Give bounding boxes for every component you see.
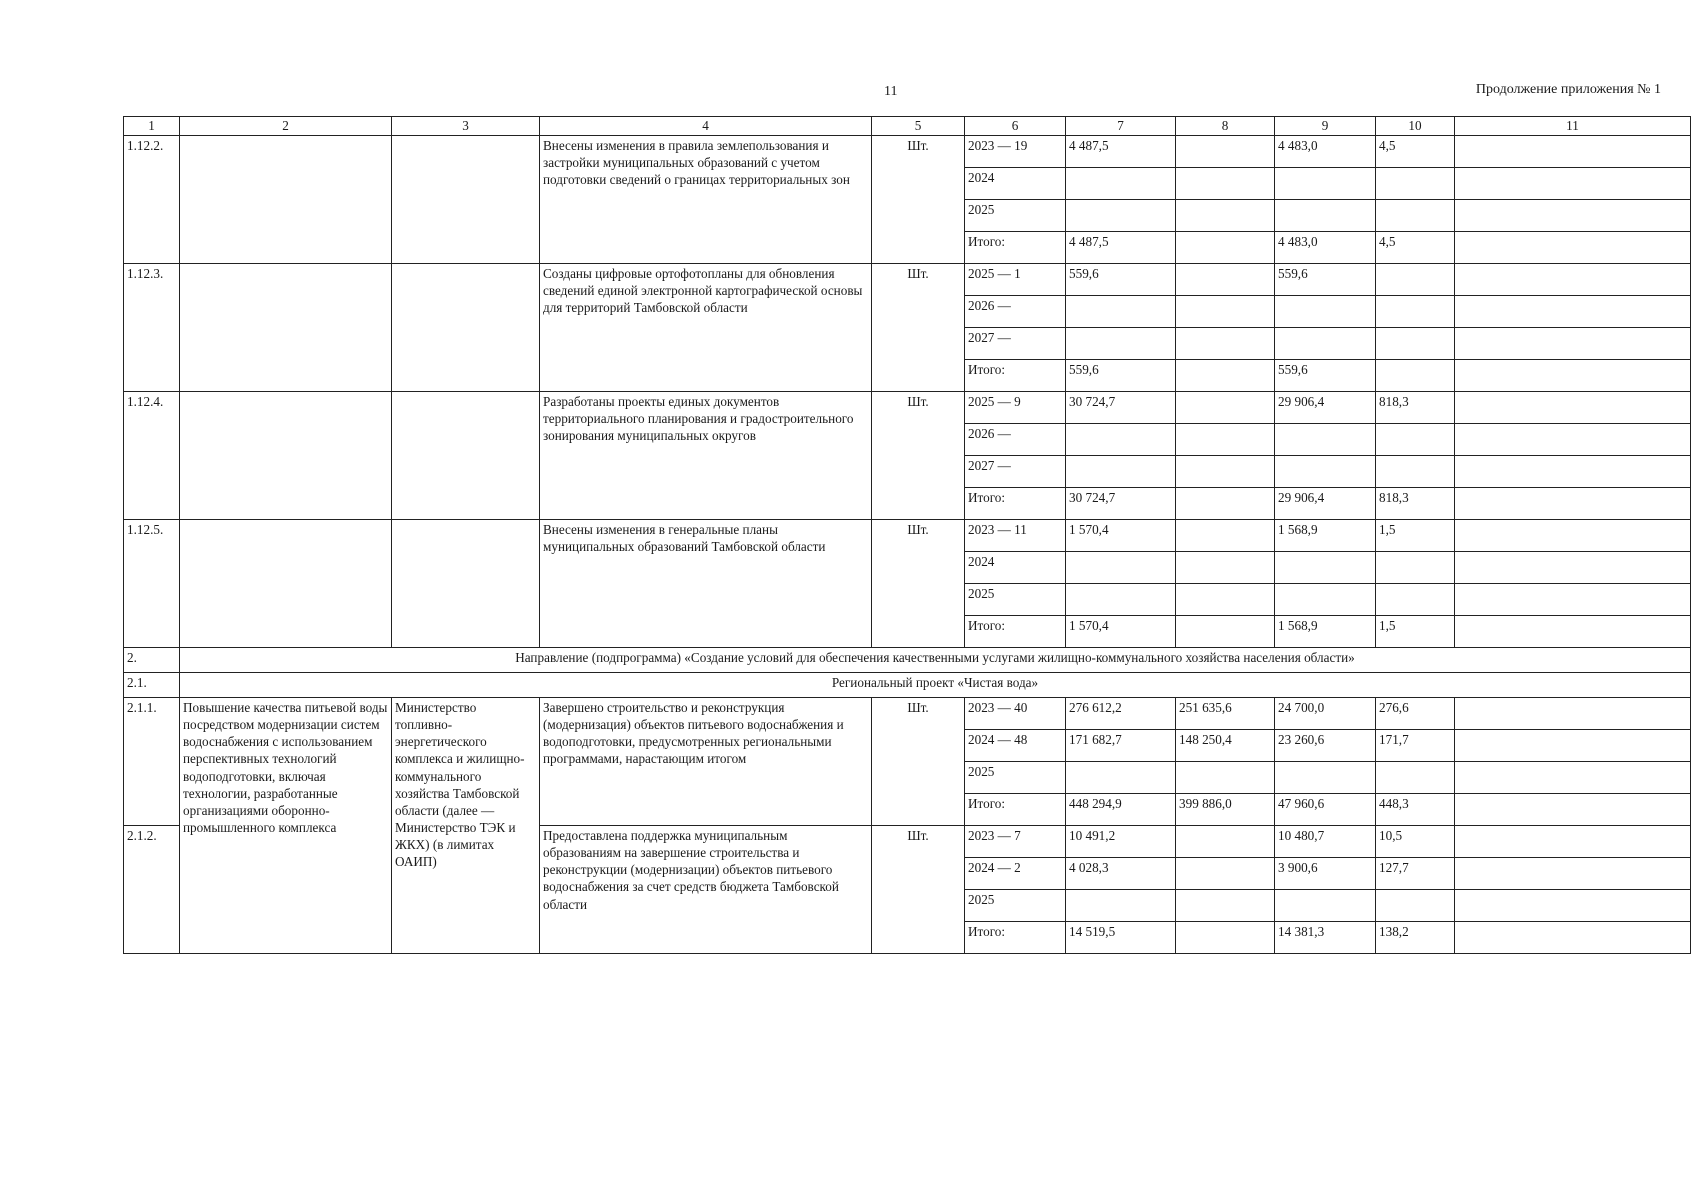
value-cell-c7: 10 491,2 [1066,826,1176,858]
value-cell-c10 [1376,762,1455,794]
value-cell-c11 [1455,698,1691,730]
value-cell-c9 [1275,296,1376,328]
column-header: 10 [1376,117,1455,136]
indicator-number: 2.1.1. [124,698,180,826]
year-cell: 2025 [965,200,1066,232]
value-cell-c9 [1275,552,1376,584]
project-number: 2.1. [124,673,180,698]
value-cell-c8 [1176,520,1275,552]
column-header: 4 [540,117,872,136]
year-cell: Итого: [965,616,1066,648]
year-cell: 2025 — 1 [965,264,1066,296]
value-cell-c10: 4,5 [1376,232,1455,264]
indicator-number: 1.12.5. [124,520,180,648]
value-cell-c10: 127,7 [1376,858,1455,890]
value-cell-c10: 276,6 [1376,698,1455,730]
year-cell: 2025 [965,584,1066,616]
unit-cell: Шт. [872,520,965,648]
indicator-number: 2.1.2. [124,826,180,954]
column-header: 1 [124,117,180,136]
value-cell-c7: 1 570,4 [1066,520,1176,552]
value-cell-c8 [1176,616,1275,648]
value-cell-c7 [1066,296,1176,328]
value-cell-c8 [1176,424,1275,456]
value-cell-c10 [1376,200,1455,232]
measure-cell: Повышение качества питьевой воды посредством модернизации систем водоснабжения с использованием перспективных технологий водоподготовки, включая технологии, разработанные организациями оборонно-промышленного комплекса [180,698,392,954]
year-cell: Итого: [965,232,1066,264]
year-cell: 2023 — 40 [965,698,1066,730]
year-cell: 2025 — 9 [965,392,1066,424]
value-cell-c10 [1376,890,1455,922]
unit-cell: Шт. [872,698,965,826]
value-cell-c11 [1455,424,1691,456]
value-cell-c10: 818,3 [1376,392,1455,424]
value-cell-c8 [1176,264,1275,296]
value-cell-c11 [1455,168,1691,200]
year-cell: 2027 — [965,328,1066,360]
value-cell-c9: 10 480,7 [1275,826,1376,858]
value-cell-c9: 3 900,6 [1275,858,1376,890]
value-cell-c10 [1376,328,1455,360]
value-cell-c11 [1455,552,1691,584]
indicator-text: Внесены изменения в правила землепользования и застройки муниципальных образований с учетом подготовки сведений о границах территориальных зон [540,136,872,264]
value-cell-c9 [1275,762,1376,794]
value-cell-c7: 1 570,4 [1066,616,1176,648]
value-cell-c11 [1455,616,1691,648]
value-cell-c9: 23 260,6 [1275,730,1376,762]
value-cell-c7: 30 724,7 [1066,392,1176,424]
column-header: 3 [392,117,540,136]
value-cell-c11 [1455,890,1691,922]
program-table [123,116,1691,954]
measure-cell [180,392,392,520]
table-row [124,698,1691,730]
value-cell-c11 [1455,264,1691,296]
value-cell-c7 [1066,552,1176,584]
year-cell: 2024 [965,552,1066,584]
value-cell-c8 [1176,360,1275,392]
value-cell-c7: 30 724,7 [1066,488,1176,520]
continuation-note: Продолжение приложения № 1 [1475,82,1661,97]
value-cell-c8 [1176,488,1275,520]
year-cell: 2023 — 7 [965,826,1066,858]
value-cell-c10 [1376,552,1455,584]
indicator-number: 1.12.3. [124,264,180,392]
value-cell-c9 [1275,328,1376,360]
year-cell: 2023 — 19 [965,136,1066,168]
value-cell-c8 [1176,584,1275,616]
indicator-text: Завершено строительство и реконструкция (модернизация) объектов питьевого водоснабжения и водоподготовки, предусмотренных региональными программами, нарастающим итогом [540,698,872,826]
value-cell-c7: 559,6 [1066,264,1176,296]
value-cell-c9: 29 906,4 [1275,392,1376,424]
value-cell-c8: 148 250,4 [1176,730,1275,762]
value-cell-c9 [1275,584,1376,616]
value-cell-c9: 1 568,9 [1275,616,1376,648]
unit-cell: Шт. [872,264,965,392]
value-cell-c10: 448,3 [1376,794,1455,826]
value-cell-c7: 14 519,5 [1066,922,1176,954]
year-cell: 2025 [965,762,1066,794]
value-cell-c9 [1275,890,1376,922]
value-cell-c8 [1176,296,1275,328]
section-row [124,648,1691,673]
table-row [124,264,1691,296]
column-header: 11 [1455,117,1691,136]
value-cell-c9: 24 700,0 [1275,698,1376,730]
section-title: Направление (подпрограмма) «Создание условий для обеспечения качественными услугами жилищно-коммунального хозяйства населения области» [180,648,1691,673]
indicator-text: Разработаны проекты единых документов территориального планирования и градостроительного зонирования муниципальных округов [540,392,872,520]
value-cell-c8 [1176,456,1275,488]
value-cell-c7 [1066,168,1176,200]
value-cell-c11 [1455,762,1691,794]
page-number: 11 [884,84,898,99]
table-row [124,520,1691,552]
value-cell-c11 [1455,456,1691,488]
indicator-number: 1.12.2. [124,136,180,264]
indicator-number: 1.12.4. [124,392,180,520]
value-cell-c7 [1066,328,1176,360]
value-cell-c8 [1176,826,1275,858]
column-header: 6 [965,117,1066,136]
value-cell-c11 [1455,488,1691,520]
indicator-text: Предоставлена поддержка муниципальным образованиям на завершение строительства и реконструкции (модернизации) объектов питьевого водоснабжения за счет средств бюджета Тамбовской области [540,826,872,954]
indicator-text: Созданы цифровые ортофотопланы для обновления сведений единой электронной картографической основы для территорий Тамбовской области [540,264,872,392]
value-cell-c9 [1275,200,1376,232]
value-cell-c8: 399 886,0 [1176,794,1275,826]
year-cell: 2026 — [965,296,1066,328]
executor-cell [392,392,540,520]
value-cell-c9: 14 381,3 [1275,922,1376,954]
indicator-text: Внесены изменения в генеральные планы муниципальных образований Тамбовской области [540,520,872,648]
value-cell-c10 [1376,360,1455,392]
value-cell-c11 [1455,136,1691,168]
year-cell: Итого: [965,922,1066,954]
value-cell-c8 [1176,168,1275,200]
value-cell-c10: 1,5 [1376,520,1455,552]
project-row [124,673,1691,698]
value-cell-c11 [1455,826,1691,858]
column-header: 8 [1176,117,1275,136]
value-cell-c8 [1176,552,1275,584]
value-cell-c11 [1455,200,1691,232]
value-cell-c9: 1 568,9 [1275,520,1376,552]
value-cell-c11 [1455,328,1691,360]
column-header: 9 [1275,117,1376,136]
unit-cell: Шт. [872,392,965,520]
value-cell-c7: 171 682,7 [1066,730,1176,762]
value-cell-c8: 251 635,6 [1176,698,1275,730]
table-row [124,392,1691,424]
year-cell: Итого: [965,360,1066,392]
measure-cell [180,264,392,392]
value-cell-c10 [1376,456,1455,488]
year-cell: 2024 — 48 [965,730,1066,762]
value-cell-c10: 818,3 [1376,488,1455,520]
column-header: 7 [1066,117,1176,136]
value-cell-c10: 4,5 [1376,136,1455,168]
value-cell-c11 [1455,858,1691,890]
value-cell-c11 [1455,794,1691,826]
value-cell-c8 [1176,922,1275,954]
value-cell-c10: 10,5 [1376,826,1455,858]
year-cell: 2023 — 11 [965,520,1066,552]
value-cell-c9 [1275,424,1376,456]
value-cell-c8 [1176,762,1275,794]
value-cell-c11 [1455,296,1691,328]
value-cell-c11 [1455,360,1691,392]
value-cell-c7 [1066,762,1176,794]
value-cell-c9: 29 906,4 [1275,488,1376,520]
value-cell-c7 [1066,890,1176,922]
section-number: 2. [124,648,180,673]
year-cell: Итого: [965,488,1066,520]
value-cell-c7: 276 612,2 [1066,698,1176,730]
value-cell-c8 [1176,890,1275,922]
value-cell-c11 [1455,392,1691,424]
value-cell-c9: 559,6 [1275,360,1376,392]
value-cell-c9 [1275,168,1376,200]
column-header: 5 [872,117,965,136]
value-cell-c7 [1066,584,1176,616]
unit-cell: Шт. [872,826,965,954]
value-cell-c8 [1176,200,1275,232]
column-number-row [124,117,1691,136]
executor-cell [392,264,540,392]
measure-cell [180,520,392,648]
value-cell-c11 [1455,922,1691,954]
value-cell-c7: 4 487,5 [1066,232,1176,264]
value-cell-c10 [1376,264,1455,296]
value-cell-c7 [1066,200,1176,232]
executor-cell [392,136,540,264]
executor-cell [392,520,540,648]
value-cell-c11 [1455,730,1691,762]
measure-cell [180,136,392,264]
value-cell-c9 [1275,456,1376,488]
value-cell-c10 [1376,168,1455,200]
year-cell: 2026 — [965,424,1066,456]
year-cell: 2027 — [965,456,1066,488]
year-cell: 2024 [965,168,1066,200]
executor-cell: Министерство топливно-энергетического комплекса и жилищно-коммунального хозяйства Тамбовской области (далее — Министерство ТЭК и ЖКХ) (в лимитах ОАИП) [392,698,540,954]
value-cell-c7: 448 294,9 [1066,794,1176,826]
value-cell-c10 [1376,424,1455,456]
value-cell-c10: 1,5 [1376,616,1455,648]
value-cell-c9: 559,6 [1275,264,1376,296]
value-cell-c11 [1455,584,1691,616]
value-cell-c8 [1176,232,1275,264]
table-row [124,136,1691,168]
value-cell-c7: 4 487,5 [1066,136,1176,168]
year-cell: 2024 — 2 [965,858,1066,890]
year-cell: Итого: [965,794,1066,826]
value-cell-c10 [1376,584,1455,616]
project-title: Региональный проект «Чистая вода» [180,673,1691,698]
value-cell-c8 [1176,328,1275,360]
value-cell-c7: 559,6 [1066,360,1176,392]
value-cell-c8 [1176,136,1275,168]
value-cell-c11 [1455,232,1691,264]
value-cell-c7: 4 028,3 [1066,858,1176,890]
value-cell-c9: 4 483,0 [1275,136,1376,168]
value-cell-c9: 4 483,0 [1275,232,1376,264]
year-cell: 2025 [965,890,1066,922]
value-cell-c8 [1176,858,1275,890]
value-cell-c10: 171,7 [1376,730,1455,762]
value-cell-c7 [1066,424,1176,456]
unit-cell: Шт. [872,136,965,264]
value-cell-c9: 47 960,6 [1275,794,1376,826]
value-cell-c8 [1176,392,1275,424]
value-cell-c10 [1376,296,1455,328]
column-header: 2 [180,117,392,136]
value-cell-c10: 138,2 [1376,922,1455,954]
value-cell-c11 [1455,520,1691,552]
value-cell-c7 [1066,456,1176,488]
